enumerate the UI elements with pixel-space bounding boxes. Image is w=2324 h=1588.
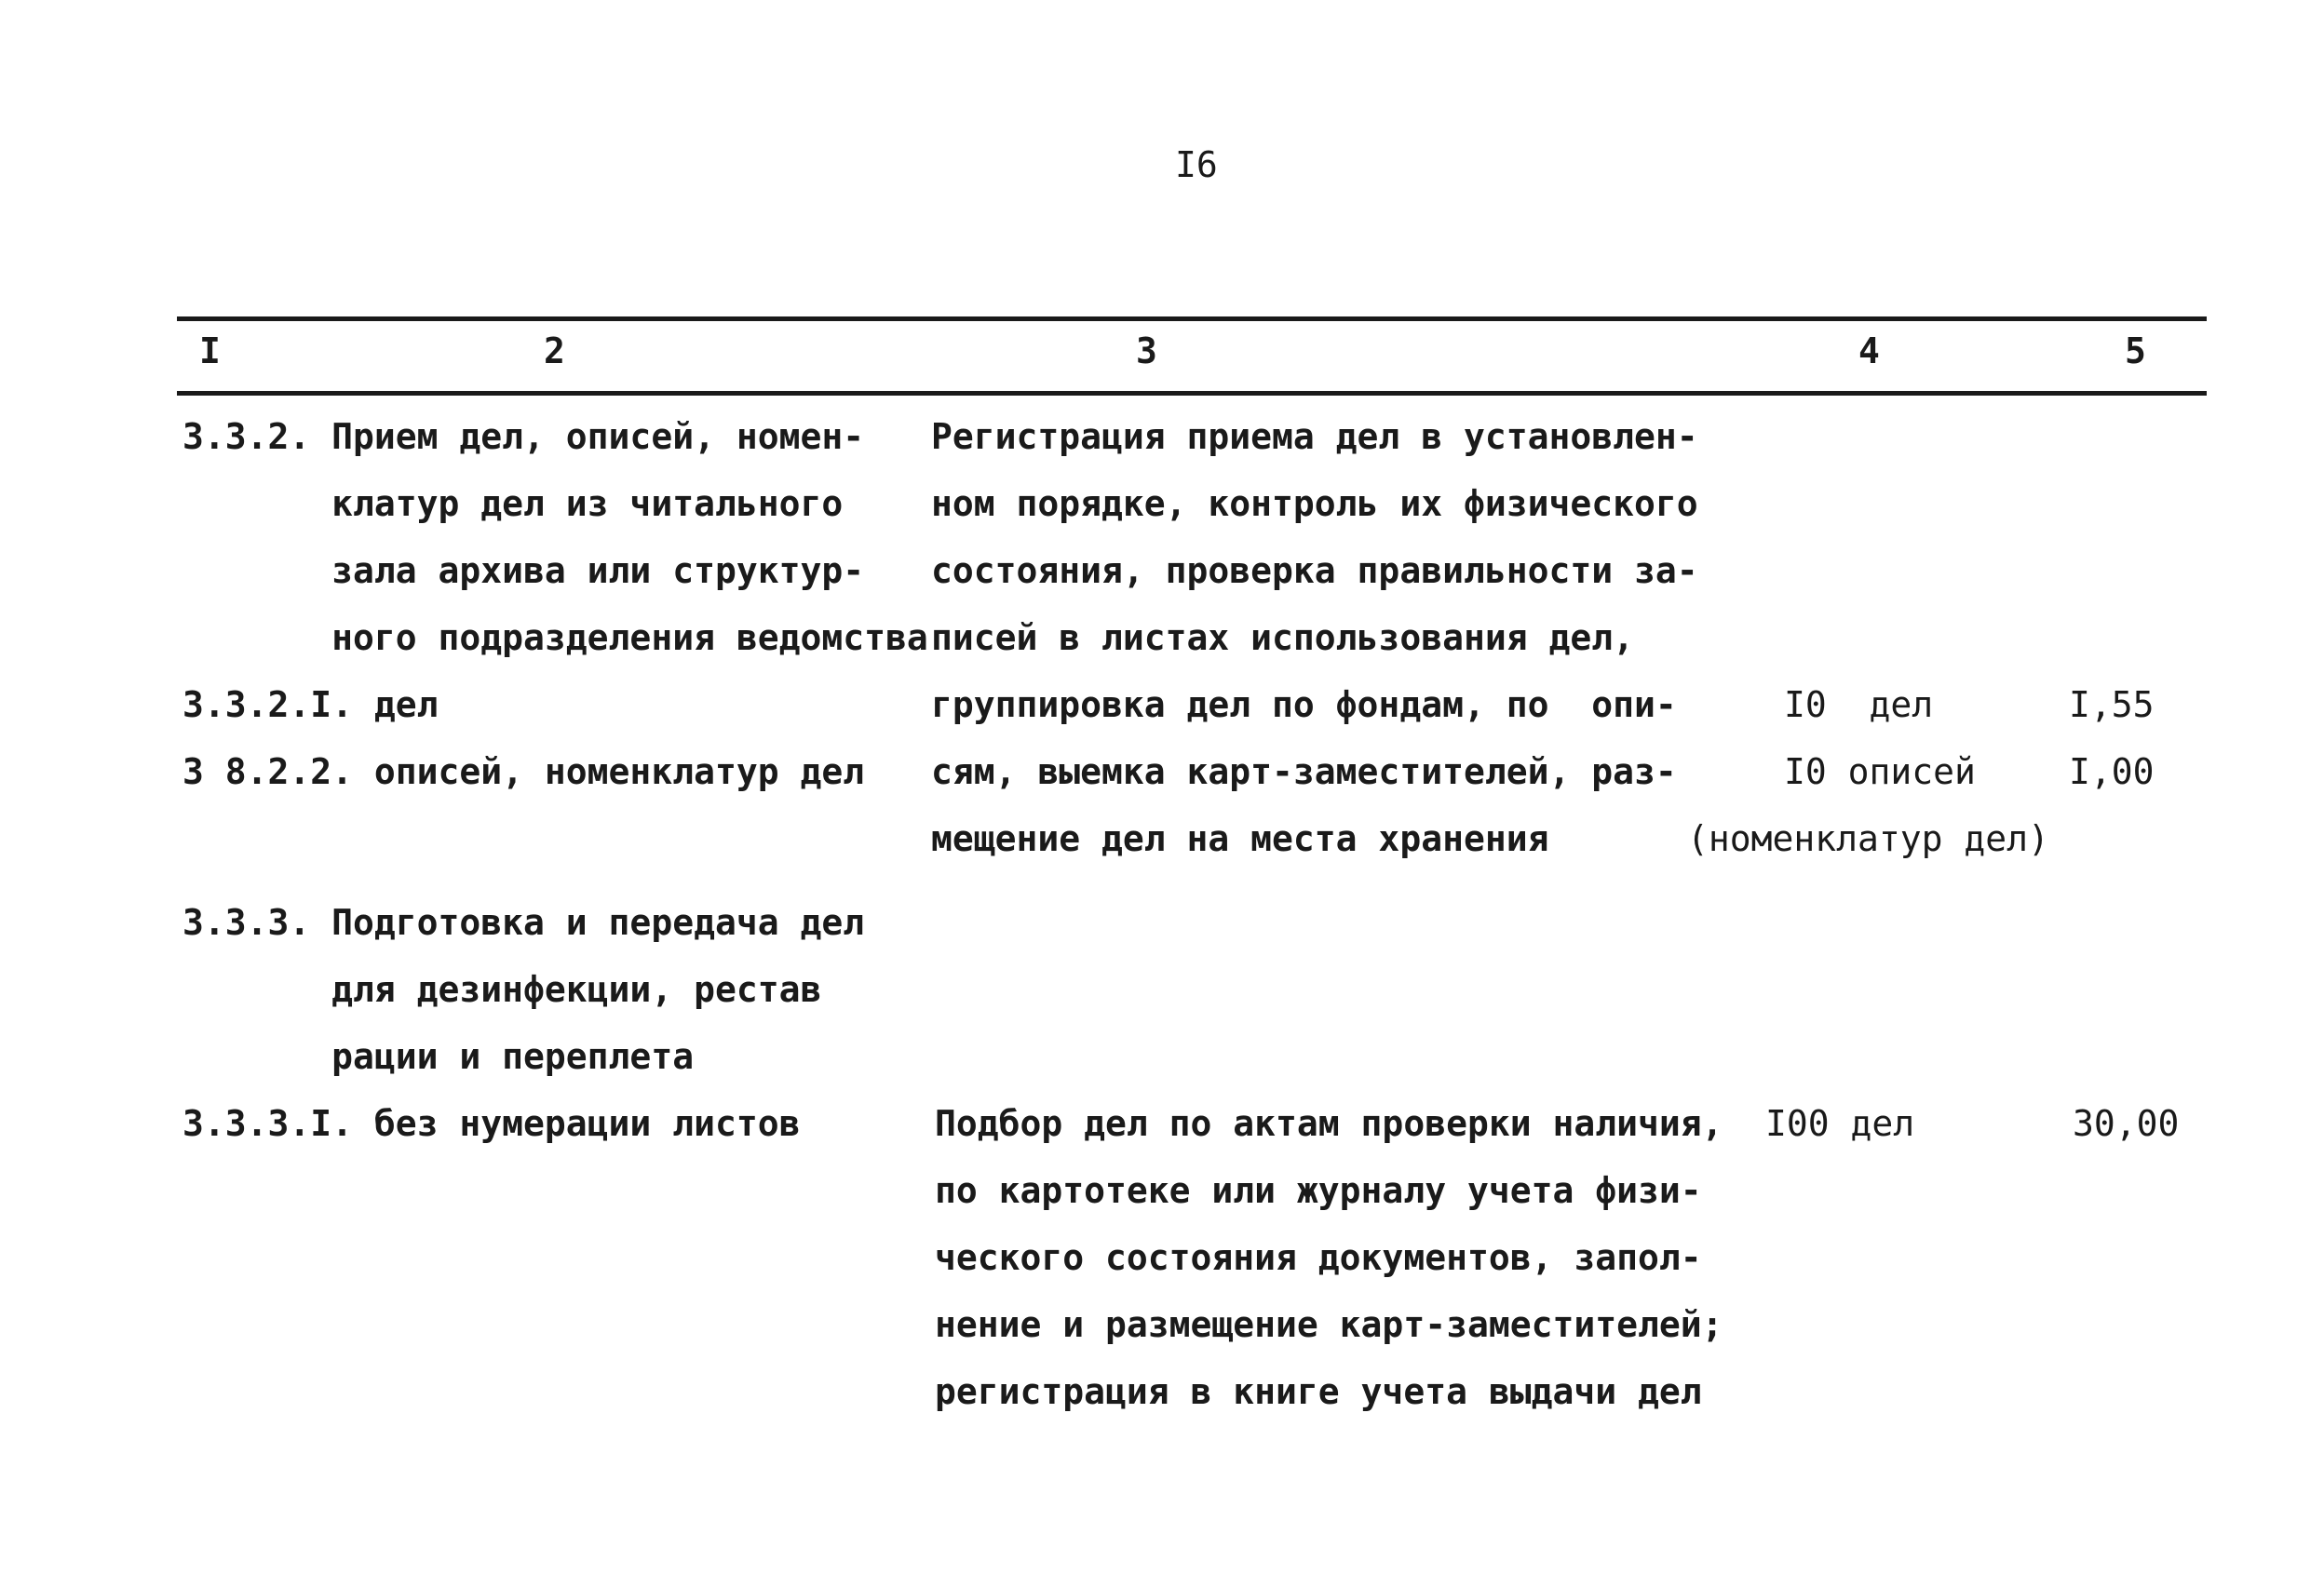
text-line: мещение дел на места хранения	[931, 818, 1549, 859]
column-header-1: I	[199, 330, 221, 371]
text-line: группировка дел по фондам, по опи-	[931, 684, 1677, 725]
text-line: I0 описей	[1784, 751, 1976, 792]
text-line: для дезинфекции, рестав	[182, 969, 822, 1010]
text-line: Подбор дел по актам проверки наличия,	[935, 1103, 1723, 1144]
table-top-rule	[177, 316, 2207, 321]
text-line: по картотеке или журналу учета физи-	[935, 1170, 1702, 1211]
text-line: писей в листах использования дел,	[931, 617, 1634, 658]
column-header-5: 5	[2125, 330, 2146, 371]
text-line: сям, выемка карт-заместителей, раз-	[931, 751, 1677, 792]
text-line: 3.3.2. Прием дел, описей, номен-	[182, 416, 865, 457]
column-header-2: 2	[544, 330, 565, 371]
text-line: I,00	[2069, 751, 2155, 792]
text-line: I00 дел	[1765, 1103, 1915, 1144]
text-line: 3.3.2.I. дел	[182, 684, 439, 725]
text-line: 30,00	[2073, 1103, 2180, 1144]
text-line: 3.3.3.I. без нумерации листов	[182, 1103, 801, 1144]
text-line: (номенклатур дел)	[1687, 818, 2049, 859]
text-line: рации и переплета	[182, 1036, 695, 1077]
text-line: клатур дел из читального	[182, 483, 844, 524]
text-line: 3.3.3. Подготовка и передача дел	[182, 902, 865, 943]
text-line: состояния, проверка правильности за-	[931, 550, 1698, 591]
text-line: Регистрация приема дел в установлен-	[931, 416, 1698, 457]
text-line: I0 дел	[1784, 684, 1934, 725]
table-header-rule	[177, 391, 2207, 396]
text-line: 3 8.2.2. описей, номенклатур дел	[182, 751, 865, 792]
column-header-3: 3	[1136, 330, 1157, 371]
text-line: ческого состояния документов, запол-	[935, 1237, 1702, 1278]
text-line: ном порядке, контроль их физического	[931, 483, 1698, 524]
text-line: регистрация в книге учета выдачи дел	[935, 1371, 1702, 1412]
text-line: зала архива или структур-	[182, 550, 865, 591]
text-line: ного подразделения ведомства	[182, 617, 928, 658]
column-header-4: 4	[1858, 330, 1880, 371]
page-number: I6	[1175, 144, 1218, 185]
text-line: нение и размещение карт-заместителей;	[935, 1304, 1723, 1345]
text-line: I,55	[2069, 684, 2155, 725]
